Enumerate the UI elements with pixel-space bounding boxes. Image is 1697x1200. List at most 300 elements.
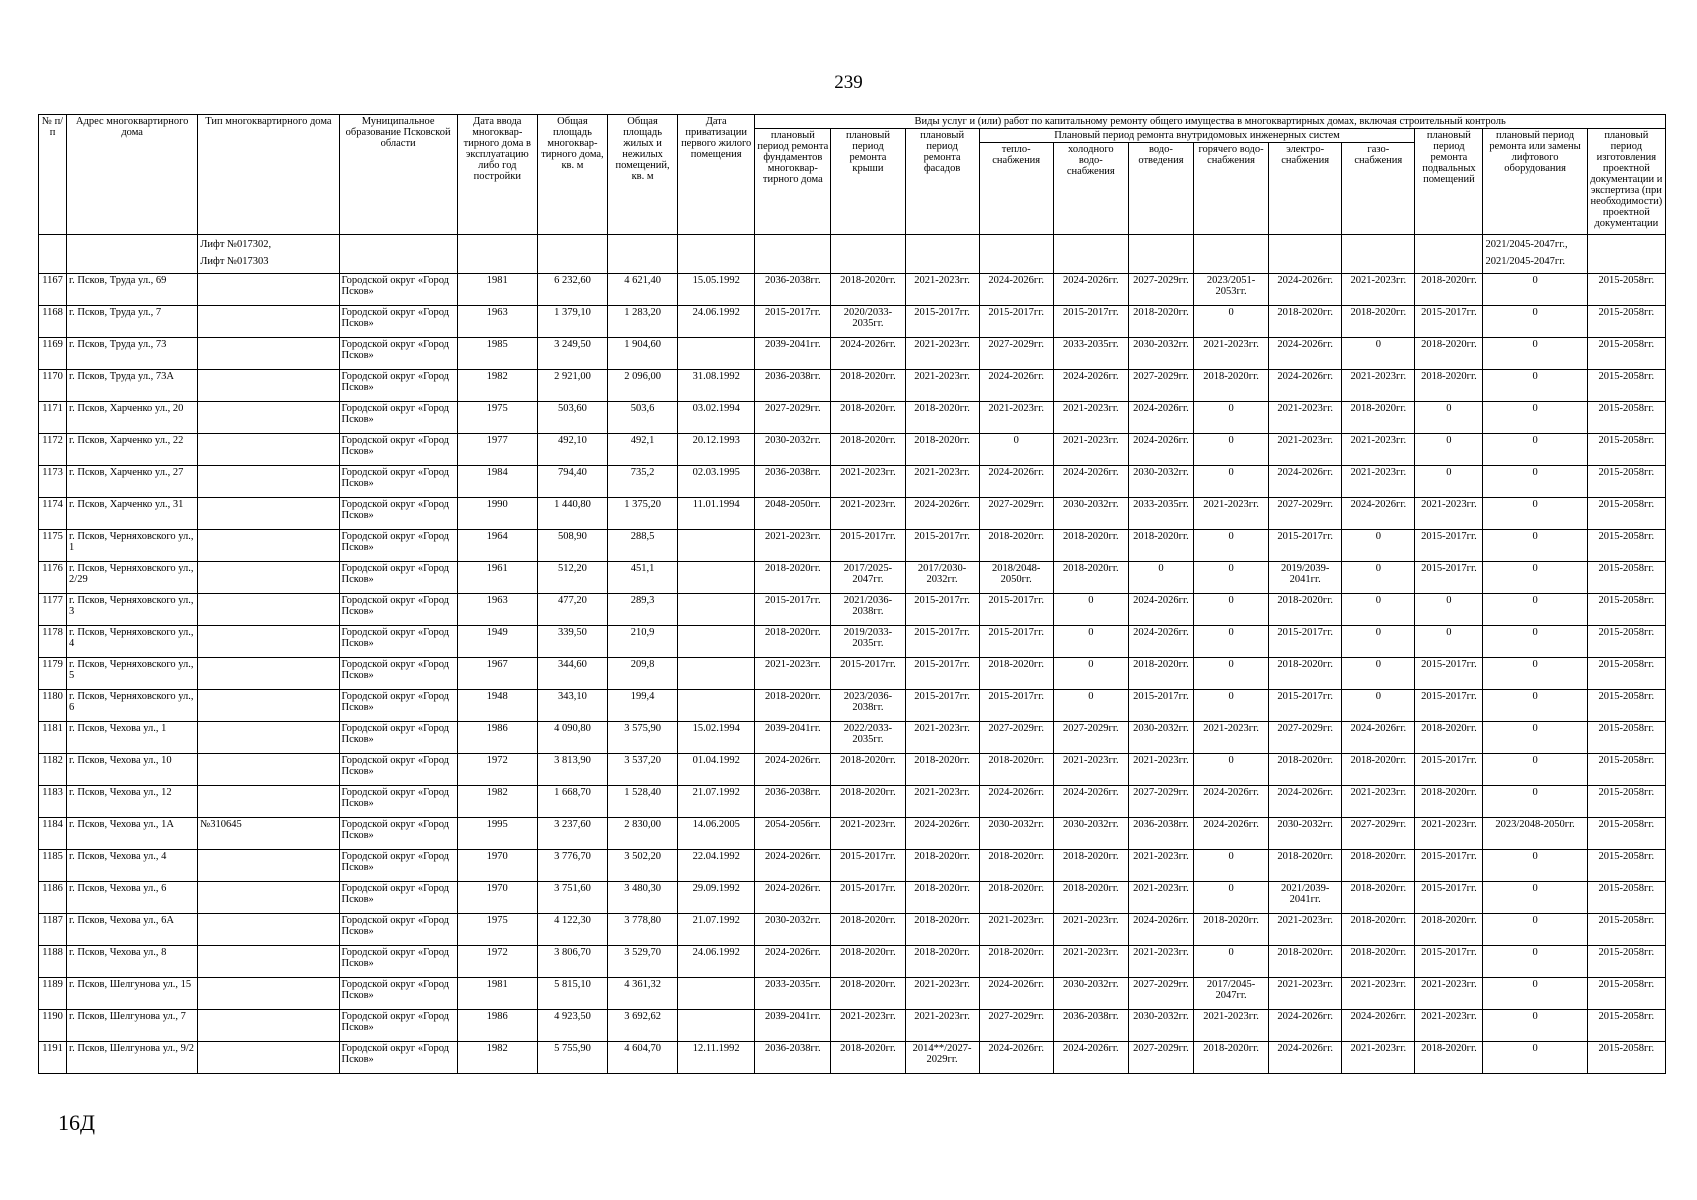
cold-water-period-cell: 2021-2023гг. (1053, 946, 1128, 978)
hot-water-period-cell: 2024-2026гг. (1194, 786, 1269, 818)
year-cell: 1982 (457, 786, 537, 818)
footer-code: 16Д (58, 1110, 96, 1135)
privatization-date-cell: 20.12.1993 (678, 434, 755, 466)
foundation-period-cell: 2021-2023гг. (755, 658, 831, 690)
facade-period-cell: 2017/2030-2032гг. (905, 562, 979, 594)
cold-water-period-cell: 2024-2026гг. (1053, 370, 1128, 402)
lift-period-cell: 0 (1483, 434, 1587, 466)
living-area-cell: 289,3 (608, 594, 678, 626)
gas-period-cell: 0 (1342, 626, 1415, 658)
cold-water-period-cell: 2021-2023гг. (1053, 434, 1128, 466)
basement-period-cell: 2015-2017гг. (1415, 850, 1483, 882)
total-area-cell: 503,60 (537, 402, 607, 434)
gas-period-cell: 0 (1342, 658, 1415, 690)
year-cell: 1995 (457, 818, 537, 850)
address-cell: г. Псков, Харченко ул., 31 (67, 498, 198, 530)
row-number: 1178 (39, 626, 67, 658)
hot-water-period-cell: 0 (1194, 946, 1269, 978)
roof-period-cell: 2021-2023гг. (831, 818, 905, 850)
row-number: 1177 (39, 594, 67, 626)
row-number: 1172 (39, 434, 67, 466)
header-lift: плановый период ремонта или замены лифтового оборудования (1483, 129, 1587, 235)
gas-period-cell: 2018-2020гг. (1342, 306, 1415, 338)
year-cell: 1990 (457, 498, 537, 530)
house-type-cell (198, 978, 339, 1010)
roof-period-cell: 2018-2020гг. (831, 274, 905, 306)
electricity-period-cell: 2024-2026гг. (1269, 338, 1342, 370)
total-area-cell: 5 815,10 (537, 978, 607, 1010)
year-cell: 1984 (457, 466, 537, 498)
cold-water-period-cell: 0 (1053, 690, 1128, 722)
year-cell: 1986 (457, 722, 537, 754)
facade-period-cell: 2021-2023гг. (905, 786, 979, 818)
year-cell: 1986 (457, 1010, 537, 1042)
design-period-cell: 2015-2058гг. (1587, 946, 1665, 978)
roof-period-cell: 2018-2020гг. (831, 434, 905, 466)
address-cell: г. Псков, Черняховского ул., 1 (67, 530, 198, 562)
drainage-period-cell: 2030-2032гг. (1128, 466, 1193, 498)
municipality-cell: Городской округ «Город Псков» (339, 786, 457, 818)
electricity-period-cell: 2027-2029гг. (1269, 722, 1342, 754)
address-cell: г. Псков, Черняховского ул., 6 (67, 690, 198, 722)
drainage-period-cell: 2027-2029гг. (1128, 370, 1193, 402)
cold-water-period-cell: 2021-2023гг. (1053, 914, 1128, 946)
basement-period-cell: 0 (1415, 466, 1483, 498)
privatization-date-cell: 21.07.1992 (678, 914, 755, 946)
total-area-cell: 4 923,50 (537, 1010, 607, 1042)
address-cell: г. Псков, Харченко ул., 27 (67, 466, 198, 498)
living-area-cell: 1 528,40 (608, 786, 678, 818)
table-row (39, 274, 1666, 306)
electricity-period-cell: 2015-2017гг. (1269, 690, 1342, 722)
house-type-cell (198, 722, 339, 754)
roof-period-cell: 2018-2020гг. (831, 978, 905, 1010)
house-type-cell (198, 1010, 339, 1042)
living-area-cell: 451,1 (608, 562, 678, 594)
living-area-cell: 3 692,62 (608, 1010, 678, 1042)
table-row (39, 818, 1666, 850)
hot-water-period-cell: 0 (1194, 402, 1269, 434)
table-row (39, 338, 1666, 370)
roof-period-cell: 2015-2017гг. (831, 882, 905, 914)
continuation-row (39, 235, 1666, 274)
basement-period-cell: 2018-2020гг. (1415, 1042, 1483, 1074)
lift-period-cell: 0 (1483, 722, 1587, 754)
lift-period-cell: 0 (1483, 1042, 1587, 1074)
header-systems-group: Плановый период ремонта внутридомовых инженерных систем (979, 129, 1415, 143)
total-area-cell: 1 668,70 (537, 786, 607, 818)
address-cell: г. Псков, Чехова ул., 1А (67, 818, 198, 850)
row-number: 1190 (39, 1010, 67, 1042)
address-cell: г. Псков, Черняховского ул., 3 (67, 594, 198, 626)
heating-period-cell: 2027-2029гг. (979, 498, 1053, 530)
design-period-cell: 2015-2058гг. (1587, 722, 1665, 754)
electricity-period-cell: 2015-2017гг. (1269, 626, 1342, 658)
living-area-cell: 2 830,00 (608, 818, 678, 850)
address-cell: г. Псков, Труда ул., 7 (67, 306, 198, 338)
basement-period-cell: 2018-2020гг. (1415, 722, 1483, 754)
lift-period-cell: 0 (1483, 978, 1587, 1010)
design-period-cell: 2015-2058гг. (1587, 594, 1665, 626)
address-cell: г. Псков, Труда ул., 73 (67, 338, 198, 370)
heating-period-cell: 2024-2026гг. (979, 786, 1053, 818)
heating-period-cell: 2018-2020гг. (979, 850, 1053, 882)
heating-period-cell: 2015-2017гг. (979, 690, 1053, 722)
house-type-cell (198, 1042, 339, 1074)
facade-period-cell: 2015-2017гг. (905, 658, 979, 690)
design-period-cell: 2015-2058гг. (1587, 1042, 1665, 1074)
cold-water-period-cell: 2021-2023гг. (1053, 402, 1128, 434)
house-type-cell (198, 594, 339, 626)
hot-water-period-cell: 2021-2023гг. (1194, 338, 1269, 370)
living-area-cell: 1 283,20 (608, 306, 678, 338)
hot-water-period-cell: 2018-2020гг. (1194, 914, 1269, 946)
roof-period-cell: 2019/2033-2035гг. (831, 626, 905, 658)
roof-period-cell: 2018-2020гг. (831, 786, 905, 818)
facade-period-cell: 2021-2023гг. (905, 274, 979, 306)
gas-period-cell: 2018-2020гг. (1342, 402, 1415, 434)
address-cell: г. Псков, Чехова ул., 6А (67, 914, 198, 946)
year-cell: 1967 (457, 658, 537, 690)
header-foundation: плановый период ремонта фундаментов многоквар-тирного дома (755, 129, 831, 235)
facade-period-cell: 2018-2020гг. (905, 914, 979, 946)
electricity-period-cell: 2018-2020гг. (1269, 658, 1342, 690)
design-period-cell: 2015-2058гг. (1587, 914, 1665, 946)
table-row (39, 978, 1666, 1010)
gas-period-cell: 0 (1342, 690, 1415, 722)
cold-water-period-cell: 2024-2026гг. (1053, 786, 1128, 818)
total-area-cell: 3 237,60 (537, 818, 607, 850)
foundation-period-cell: 2018-2020гг. (755, 626, 831, 658)
drainage-period-cell: 2021-2023гг. (1128, 754, 1193, 786)
house-type-cell (198, 466, 339, 498)
living-area-cell: 3 502,20 (608, 850, 678, 882)
total-area-cell: 2 921,00 (537, 370, 607, 402)
roof-period-cell: 2018-2020гг. (831, 370, 905, 402)
table-row (39, 882, 1666, 914)
hot-water-period-cell: 0 (1194, 530, 1269, 562)
table-row (39, 402, 1666, 434)
municipality-cell: Городской округ «Город Псков» (339, 594, 457, 626)
roof-period-cell: 2015-2017гг. (831, 530, 905, 562)
basement-period-cell: 2021-2023гг. (1415, 1010, 1483, 1042)
cold-water-period-cell: 2036-2038гг. (1053, 1010, 1128, 1042)
living-area-cell: 3 778,80 (608, 914, 678, 946)
page-number: 239 (834, 72, 863, 93)
address-cell: г. Псков, Труда ул., 69 (67, 274, 198, 306)
heating-period-cell: 2024-2026гг. (979, 1042, 1053, 1074)
living-area-cell: 1 375,20 (608, 498, 678, 530)
cold-water-period-cell: 2024-2026гг. (1053, 274, 1128, 306)
cold-water-period-cell: 2015-2017гг. (1053, 306, 1128, 338)
heating-period-cell: 2018-2020гг. (979, 946, 1053, 978)
electricity-period-cell: 2021/2039-2041гг. (1269, 882, 1342, 914)
heating-period-cell: 2018-2020гг. (979, 882, 1053, 914)
table-row (39, 690, 1666, 722)
year-cell: 1949 (457, 626, 537, 658)
lift-period-cell: 0 (1483, 562, 1587, 594)
privatization-date-cell: 12.11.1992 (678, 1042, 755, 1074)
heating-period-cell: 2027-2029гг. (979, 1010, 1053, 1042)
basement-period-cell: 2018-2020гг. (1415, 786, 1483, 818)
municipality-cell: Городской округ «Город Псков» (339, 1042, 457, 1074)
foundation-period-cell: 2030-2032гг. (755, 434, 831, 466)
design-period-cell: 2015-2058гг. (1587, 338, 1665, 370)
heating-period-cell: 2018-2020гг. (979, 754, 1053, 786)
drainage-period-cell: 2030-2032гг. (1128, 1010, 1193, 1042)
total-area-cell: 794,40 (537, 466, 607, 498)
hot-water-period-cell: 2023/2051-2053гг. (1194, 274, 1269, 306)
facade-period-cell: 2015-2017гг. (905, 306, 979, 338)
year-cell: 1981 (457, 978, 537, 1010)
address-cell: г. Псков, Чехова ул., 4 (67, 850, 198, 882)
municipality-cell: Городской округ «Город Псков» (339, 466, 457, 498)
privatization-date-cell (678, 530, 755, 562)
privatization-date-cell (678, 562, 755, 594)
lift-period-cell: 0 (1483, 530, 1587, 562)
lift-period-cell: 2023/2048-2050гг. (1483, 818, 1587, 850)
living-area-cell: 492,1 (608, 434, 678, 466)
facade-period-cell: 2018-2020гг. (905, 754, 979, 786)
total-area-cell: 4 122,30 (537, 914, 607, 946)
municipality-cell: Городской округ «Город Псков» (339, 498, 457, 530)
municipality-cell: Городской округ «Город Псков» (339, 946, 457, 978)
house-type-cell (198, 306, 339, 338)
municipality-cell: Городской округ «Город Псков» (339, 562, 457, 594)
electricity-period-cell: 2024-2026гг. (1269, 274, 1342, 306)
roof-period-cell: 2018-2020гг. (831, 946, 905, 978)
house-type-cell (198, 530, 339, 562)
lift-period-cell: 0 (1483, 370, 1587, 402)
municipality-cell: Городской округ «Город Псков» (339, 274, 457, 306)
foundation-period-cell: 2039-2041гг. (755, 1010, 831, 1042)
gas-period-cell: 2021-2023гг. (1342, 434, 1415, 466)
roof-period-cell: 2021-2023гг. (831, 498, 905, 530)
house-type-cell (198, 850, 339, 882)
hot-water-period-cell: 0 (1194, 658, 1269, 690)
facade-period-cell: 2024-2026гг. (905, 498, 979, 530)
lift-period-cell: 0 (1483, 626, 1587, 658)
heating-period-cell: 2024-2026гг. (979, 466, 1053, 498)
gas-period-cell: 2024-2026гг. (1342, 722, 1415, 754)
table-row (39, 946, 1666, 978)
table-row (39, 1010, 1666, 1042)
privatization-date-cell: 21.07.1992 (678, 786, 755, 818)
cold-water-period-cell: 2030-2032гг. (1053, 498, 1128, 530)
electricity-period-cell: 2024-2026гг. (1269, 370, 1342, 402)
header-heat: тепло-снабжения (979, 143, 1053, 235)
table-row (39, 626, 1666, 658)
hot-water-period-cell: 2018-2020гг. (1194, 1042, 1269, 1074)
row-number: 1169 (39, 338, 67, 370)
design-period-cell: 2015-2058гг. (1587, 818, 1665, 850)
design-period-cell: 2015-2058гг. (1587, 306, 1665, 338)
foundation-period-cell: 2024-2026гг. (755, 850, 831, 882)
living-area-cell: 210,9 (608, 626, 678, 658)
municipality-cell: Городской округ «Город Псков» (339, 978, 457, 1010)
address-cell: г. Псков, Чехова ул., 12 (67, 786, 198, 818)
design-period-cell: 2015-2058гг. (1587, 658, 1665, 690)
gas-period-cell: 0 (1342, 338, 1415, 370)
design-period-cell: 2015-2058гг. (1587, 434, 1665, 466)
header-date-in: Дата ввода многоквар-тирного дома в эксплуатацию либо год постройки (457, 115, 537, 235)
year-cell: 1963 (457, 594, 537, 626)
row-number: 1183 (39, 786, 67, 818)
roof-period-cell: 2017/2025-2047гг. (831, 562, 905, 594)
table-row (39, 914, 1666, 946)
lift-period-cell: 0 (1483, 850, 1587, 882)
header-cold: холодного водо-снабжения (1053, 143, 1128, 235)
lift-type-line-1: Лифт №017302, (200, 239, 272, 250)
foundation-period-cell: 2054-2056гг. (755, 818, 831, 850)
design-period-cell: 2015-2058гг. (1587, 1010, 1665, 1042)
house-type-cell (198, 562, 339, 594)
year-cell: 1948 (457, 690, 537, 722)
facade-period-cell: 2018-2020гг. (905, 850, 979, 882)
year-cell: 1982 (457, 1042, 537, 1074)
drainage-period-cell: 2024-2026гг. (1128, 402, 1193, 434)
privatization-date-cell (678, 690, 755, 722)
privatization-date-cell: 22.04.1992 (678, 850, 755, 882)
foundation-period-cell: 2021-2023гг. (755, 530, 831, 562)
address-cell: г. Псков, Чехова ул., 1 (67, 722, 198, 754)
municipality-cell: Городской округ «Город Псков» (339, 754, 457, 786)
living-area-cell: 4 621,40 (608, 274, 678, 306)
row-number: 1191 (39, 1042, 67, 1074)
drainage-period-cell: 2027-2029гг. (1128, 1042, 1193, 1074)
foundation-period-cell: 2024-2026гг. (755, 754, 831, 786)
living-area-cell: 199,4 (608, 690, 678, 722)
facade-period-cell: 2024-2026гг. (905, 818, 979, 850)
electricity-period-cell: 2018-2020гг. (1269, 594, 1342, 626)
heating-period-cell: 2024-2026гг. (979, 274, 1053, 306)
living-area-cell: 3 575,90 (608, 722, 678, 754)
lift-period-cell: 0 (1483, 786, 1587, 818)
municipality-cell: Городской округ «Город Псков» (339, 882, 457, 914)
basement-period-cell: 2021-2023гг. (1415, 978, 1483, 1010)
heating-period-cell: 2015-2017гг. (979, 306, 1053, 338)
lift-period-cell: 0 (1483, 882, 1587, 914)
year-cell: 1963 (457, 306, 537, 338)
lift-type-line-2: Лифт №017303 (200, 256, 269, 267)
year-cell: 1977 (457, 434, 537, 466)
heating-period-cell: 2018/2048-2050гг. (979, 562, 1053, 594)
basement-period-cell: 2018-2020гг. (1415, 914, 1483, 946)
roof-period-cell: 2018-2020гг. (831, 754, 905, 786)
table-row (39, 754, 1666, 786)
year-cell: 1972 (457, 946, 537, 978)
municipality-cell: Городской округ «Город Псков» (339, 818, 457, 850)
drainage-period-cell: 2018-2020гг. (1128, 306, 1193, 338)
electricity-period-cell: 2030-2032гг. (1269, 818, 1342, 850)
drainage-period-cell: 2033-2035гг. (1128, 498, 1193, 530)
header-no: № п/п (39, 115, 67, 235)
hot-water-period-cell: 2017/2045-2047гг. (1194, 978, 1269, 1010)
roof-period-cell: 2021-2023гг. (831, 1010, 905, 1042)
gas-period-cell: 2021-2023гг. (1342, 978, 1415, 1010)
municipality-cell: Городской округ «Город Псков» (339, 1010, 457, 1042)
total-area-cell: 339,50 (537, 626, 607, 658)
drainage-period-cell: 2030-2032гг. (1128, 722, 1193, 754)
municipality-cell: Городской округ «Город Псков» (339, 530, 457, 562)
facade-period-cell: 2021-2023гг. (905, 978, 979, 1010)
row-number: 1187 (39, 914, 67, 946)
hot-water-period-cell: 0 (1194, 466, 1269, 498)
basement-period-cell: 0 (1415, 402, 1483, 434)
total-area-cell: 4 090,80 (537, 722, 607, 754)
address-cell: г. Псков, Шелгунова ул., 9/2 (67, 1042, 198, 1074)
total-area-cell: 3 813,90 (537, 754, 607, 786)
drainage-period-cell: 2024-2026гг. (1128, 594, 1193, 626)
foundation-period-cell: 2015-2017гг. (755, 306, 831, 338)
lift-period-cell: 0 (1483, 690, 1587, 722)
total-area-cell: 512,20 (537, 562, 607, 594)
basement-period-cell: 2015-2017гг. (1415, 946, 1483, 978)
privatization-date-cell: 02.03.1995 (678, 466, 755, 498)
lift-period-cell: 0 (1483, 338, 1587, 370)
electricity-period-cell: 2021-2023гг. (1269, 434, 1342, 466)
address-cell: г. Псков, Харченко ул., 22 (67, 434, 198, 466)
foundation-period-cell: 2024-2026гг. (755, 882, 831, 914)
gas-period-cell: 2024-2026гг. (1342, 498, 1415, 530)
continuation-lift-period (1483, 235, 1587, 274)
year-cell: 1970 (457, 882, 537, 914)
lift-period-cell: 0 (1483, 466, 1587, 498)
foundation-period-cell: 2039-2041гг. (755, 338, 831, 370)
foundation-period-cell: 2018-2020гг. (755, 562, 831, 594)
continuation-lift-type (198, 235, 339, 274)
header-address: Адрес многоквартирного дома (67, 115, 198, 235)
header-design: плановый период изготовления проектной документации и экспертиза (при необходимости) проектной документации (1587, 129, 1665, 235)
row-number: 1168 (39, 306, 67, 338)
gas-period-cell: 2018-2020гг. (1342, 946, 1415, 978)
basement-period-cell: 0 (1415, 434, 1483, 466)
foundation-period-cell: 2033-2035гг. (755, 978, 831, 1010)
cold-water-period-cell: 2030-2032гг. (1053, 978, 1128, 1010)
total-area-cell: 3 249,50 (537, 338, 607, 370)
gas-period-cell: 2021-2023гг. (1342, 466, 1415, 498)
roof-period-cell: 2015-2017гг. (831, 850, 905, 882)
electricity-period-cell: 2024-2026гг. (1269, 1042, 1342, 1074)
facade-period-cell: 2015-2017гг. (905, 626, 979, 658)
cold-water-period-cell: 2018-2020гг. (1053, 530, 1128, 562)
lift-period-cell: 0 (1483, 914, 1587, 946)
municipality-cell: Городской округ «Город Псков» (339, 850, 457, 882)
hot-water-period-cell: 0 (1194, 754, 1269, 786)
privatization-date-cell (678, 1010, 755, 1042)
roof-period-cell: 2015-2017гг. (831, 658, 905, 690)
lift-period-cell: 0 (1483, 498, 1587, 530)
row-number: 1184 (39, 818, 67, 850)
municipality-cell: Городской округ «Город Псков» (339, 658, 457, 690)
house-type-cell (198, 434, 339, 466)
total-area-cell: 343,10 (537, 690, 607, 722)
year-cell: 1961 (457, 562, 537, 594)
electricity-period-cell: 2018-2020гг. (1269, 306, 1342, 338)
heating-period-cell: 2027-2029гг. (979, 338, 1053, 370)
facade-period-cell: 2021-2023гг. (905, 338, 979, 370)
header-basement: плановый период ремонта подвальных помещений (1415, 129, 1483, 235)
table-row (39, 722, 1666, 754)
living-area-cell: 4 361,32 (608, 978, 678, 1010)
row-number: 1181 (39, 722, 67, 754)
drainage-period-cell: 2024-2026гг. (1128, 434, 1193, 466)
house-type-cell (198, 658, 339, 690)
electricity-period-cell: 2024-2026гг. (1269, 786, 1342, 818)
capital-repair-table (38, 114, 1666, 1074)
row-number: 1174 (39, 498, 67, 530)
foundation-period-cell: 2036-2038гг. (755, 786, 831, 818)
